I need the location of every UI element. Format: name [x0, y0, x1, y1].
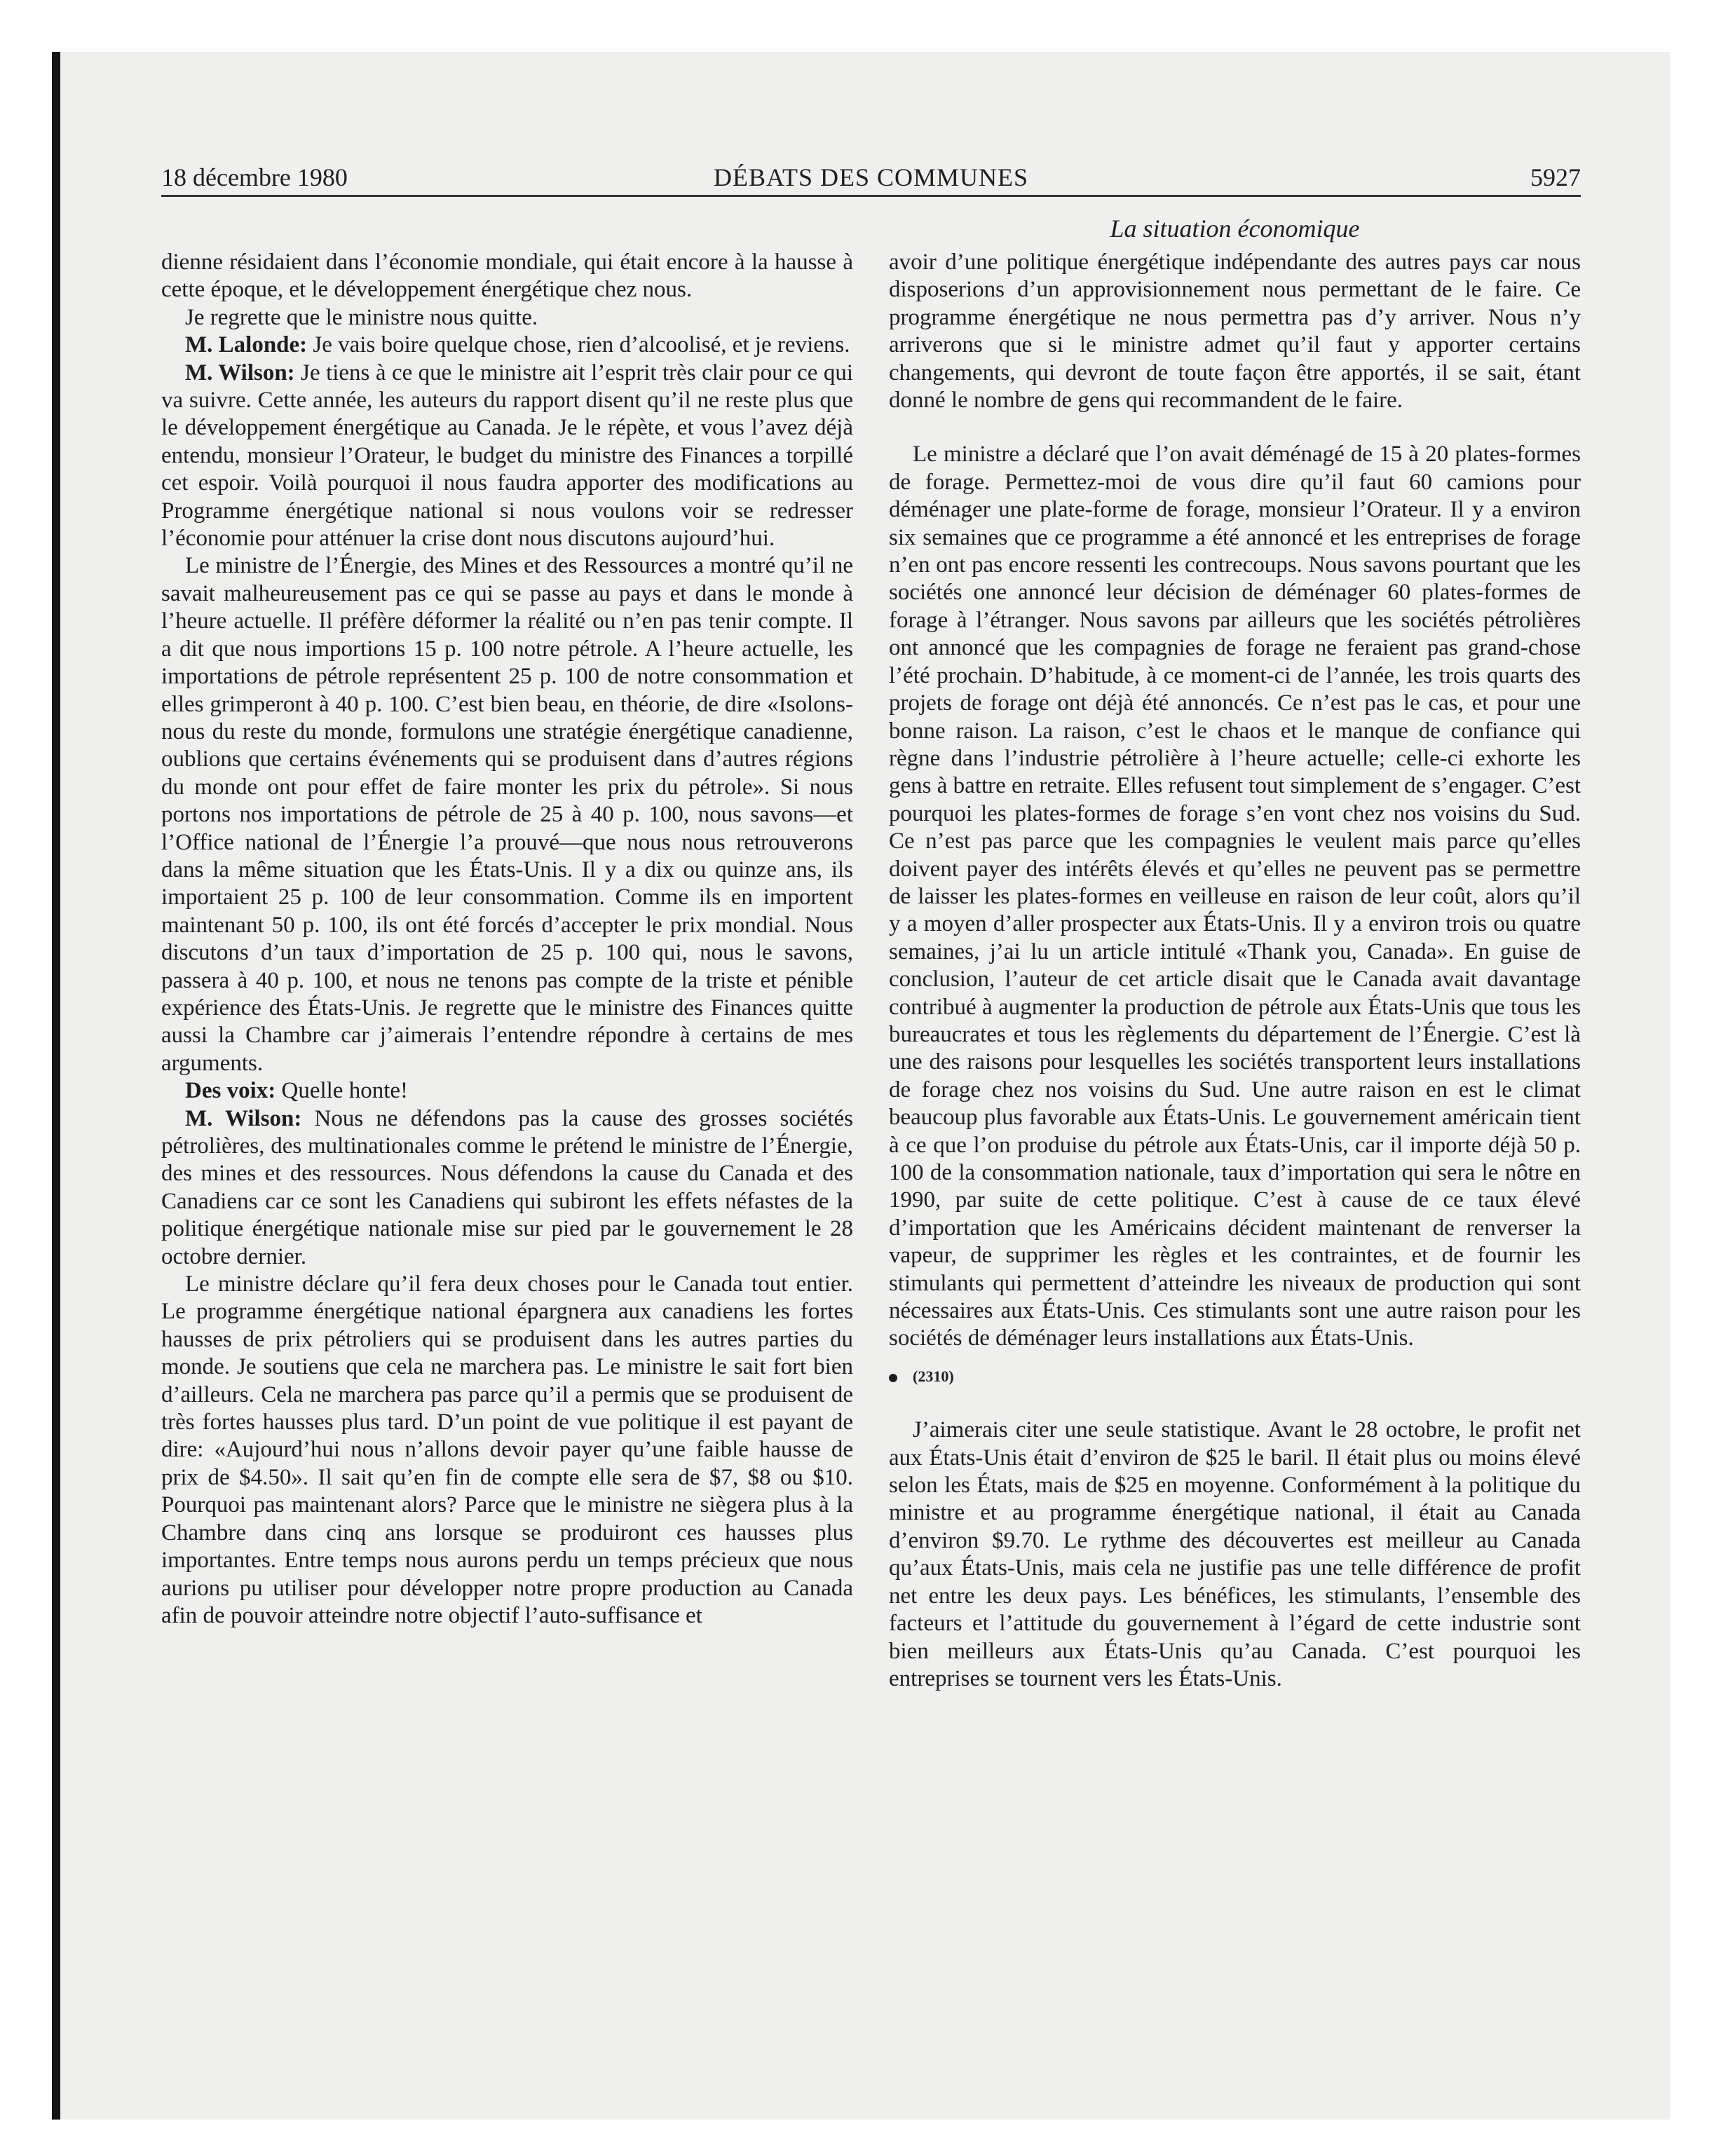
right-column	[889, 249, 1581, 1693]
paragraph: J’aimerais citer une seule statistique. Avant le 28 octobre, le profit net aux États-Unis était d’environ de $25 le baril. Il était plus ou moins élevé selon les États, mais de $25 en moyenne. Conformément à la politique du ministre et au programme énergétique national, il était au Canada d’environ $9.70. Le rythme des découvertes est meilleur au Canada qu’aux États-Unis, mais cela ne justifie pas une telle différence de profit net entre les deux pays. Les bénéfices, les stimulants, l’ensemble des facteurs et l’attitude du gouvernement à l’égard de cette industrie sont bien meilleurs aux États-Unis qu’au Canada. C’est pourquoi les entreprises se tournent vers les États-Unis.	[889, 1417, 1581, 1691]
header-date: 18 décembre 1980	[161, 163, 348, 191]
page-header	[161, 160, 1581, 197]
speaker-name: M. Wilson:	[185, 1105, 302, 1131]
paragraph: Je regrette que le ministre nous quitte.	[185, 304, 538, 330]
paragraph: Le ministre déclare qu’il fera deux choses pour le Canada tout entier. Le programme énergétique national épargnera aux canadiens les fortes hausses de prix pétroliers qui se produisent dans les autres parties du monde. Je soutiens que cela ne marchera pas. Le ministre le sait fort bien d’ailleurs. Cela ne marchera pas parce qu’il a permis que se produisent de très fortes hausses plus tard. D’un point de vue politique il est payant de dire: «Aujourd’hui nous n’allons devoir payer qu’une faible hausse de prix de $4.50». Il sait qu’en fin de compte elle sera de $7, $8 ou $10. Pourquoi pas maintenant alors? Parce que le ministre ne siègera plus à la Chambre dans cinq ans lorsque se produiront ces hausses plus importantes. Entre temps nous aurons perdu un temps précieux que nous aurions pu utiliser pour développer notre propre production au Canada afin de pouvoir atteindre notre objectif l’auto-suffisance et	[161, 1271, 853, 1628]
page-number: 5927	[1530, 163, 1581, 191]
paragraph: avoir d’une politique énergétique indépendante des autres pays car nous disposerions d’un approvisionnement nous permettant de le faire. Ce programme énergétique ne nous permettra pas d’y arriver. Nous n’y arriverons que si le ministre admet qu’il faut y apporter certains changements, qui devront de toute façon être apportés, il se sait, étant donné le nombre de gens qui recommandent de le faire.	[889, 250, 1581, 414]
paragraph: Le ministre a déclaré que l’on avait déménagé de 15 à 20 plates-formes de forage. Permettez-moi de vous dire qu’il faut 60 camions pour déménager une plate-forme de forage, monsieur l’Orateur. Il y a environ six semaines que ce programme a été annoncé et les entreprises de forage n’en ont pas encore ressenti les contrecoups. Nous savons pourtant que les sociétés one annoncé leur décision de déménager 60 plates-formes de forage à l’étranger. Nous savons par ailleurs que les sociétés pétrolières ont annoncé que les compagnies de forage ne feraient pas grand-chose l’été prochain. D’habitude, à ce moment-ci de l’année, les trois quarts des projets de forage ont déjà été annoncés. Ce n’est pas le cas, et pour une bonne raison. La raison, c’est le chaos et le manque de confiance qui règne dans l’industrie pétrolière à l’heure actuelle; celle-ci exhorte les gens à battre en retraite. Elles refusent tout simplement de s’engager. C’est pourquoi les plates-formes de forage s’en vont chez nos voisins du Sud. Ce n’est pas parce que les compagnies le veulent mais parce qu’elles doivent payer des intérêts élevés et qu’elles ne peuvent pas se permettre de laisser les plates-formes en veilleuse en raison de leur coût, alors qu’il y a moyen d’aller prospecter aux États-Unis. Il y a environ trois ou quatre semaines, j’ai lu un article intitulé «Thank you, Canada». En guise de conclusion, l’auteur de cet article disait que le Canada avait davantage contribué à augmenter la production de pétrole aux États-Unis que tous les bureaucrates et tous les règlements du département de l’Énergie. C’est là une des raisons pour lesquelles les sociétés transportent leurs installations de forage chez nos voisins du Sud. Une autre raison en est le climat beaucoup plus favorable aux États-Unis. Le gouvernement américain tient à ce que l’on produise du pétrole aux États-Unis, car il importe déjà 50 p. 100 de la consommation nationale, taux d’importation qui sera le nôtre en 1990, par suite de cette politique. C’est à cause de ce taux élevé d’importation que les Américains décident maintenant de renverser la vapeur, de supprimer les règles et les contraintes, et de fournir les stimulants qui permettent d’atteindre les niveaux de production qui sont nécessaires aux États-Unis. Ces stimulants sont une autre raison pour les sociétés de déménager leurs installations aux États-Unis.	[889, 442, 1581, 1351]
running-title: La situation économique	[1110, 214, 1360, 243]
paragraph: dienne résidaient dans l’économie mondiale, qui était encore à la hausse à cette époque, et le développement énergétique chez nous.	[161, 250, 853, 303]
speaker-name: Des voix:	[185, 1078, 276, 1104]
time-marker: (2310)	[889, 1363, 1581, 1390]
speaker-name: M. Wilson:	[185, 360, 295, 386]
speaker-paragraph: Des voix: Quelle honte!	[185, 1078, 409, 1104]
header-publication: DÉBATS DES COMMUNES	[713, 163, 1029, 191]
speaker-paragraph: M. Wilson: Nous ne défendons pas la cause des grosses sociétés pétrolières, des multinationales comme le prétend le ministre de l’Énergie, des mines et des ressources. Nous défendons la cause du Canada et des Canadiens car ce sont les Canadiens qui subiront les effets néfastes de la politique énergétique nationale mise sur pied par le gouvernement le 28 octobre dernier.	[161, 1105, 853, 1269]
speaker-paragraph: M. Lalonde: Je vais boire quelque chose, rien d’alcoolisé, et je reviens.	[185, 332, 850, 358]
paragraph: Le ministre de l’Énergie, des Mines et des Ressources a montré qu’il ne savait malheureusement pas ce qui se passe au pays et dans le monde à l’heure actuelle. Il préfère déformer la réalité ou n’en pas tenir compte. Il a dit que nous importions 15 p. 100 notre pétrole. A l’heure actuelle, les importations de pétrole représentent 25 p. 100 de notre consommation et elles grimperont à 40 p. 100. C’est bien beau, en théorie, de dire «Isolons-nous du reste du monde, formulons une stratégie énergétique canadienne, oublions que certains événements qui se produisent dans d’autres régions du monde ont pour effet de faire monter les prix du pétrole». Si nous portons nos importations de pétrole de 25 à 40 p. 100, nous savons—et l’Office national de l’Énergie l’a prouvé—que nous nous retrouverons dans la même situation que les États-Unis. Il y a dix ou quinze ans, ils importaient 25 p. 100 de leur consommation. Comme ils en importent maintenant 50 p. 100, ils ont été forcés d’accepter le prix mondial. Nous discutons d’un taux d’importation de 25 p. 100 qui, nous le savons, passera à 40 p. 100, et nous ne tenons pas compte de la triste et pénible expérience des États-Unis. Je regrette que le ministre des Finances quitte aussi la Chambre car j’aimerais l’entendre répondre à certains de mes arguments.	[161, 553, 853, 1076]
binding-edge-shadow	[52, 52, 60, 2120]
speaker-name: M. Lalonde:	[185, 332, 308, 358]
left-column	[161, 249, 853, 1630]
speaker-paragraph: M. Wilson: Je tiens à ce que le ministre ait l’esprit très clair pour ce qui va suivre. Cette année, les auteurs du rapport disent qu’il ne reste plus que le développement énergétique au Canada. Je le répète, et vous l’avez déjà entendu, monsieur l’Orateur, le budget du ministre des Finances a torpillé cet espoir. Voilà pourquoi il nous faudra apporter des modifications au Programme énergétique national si nous voulons voir se redresser l’économie pour atténuer la crise dont nous discutons aujourd’hui.	[161, 360, 854, 552]
bullet-dot-icon	[889, 1374, 897, 1382]
